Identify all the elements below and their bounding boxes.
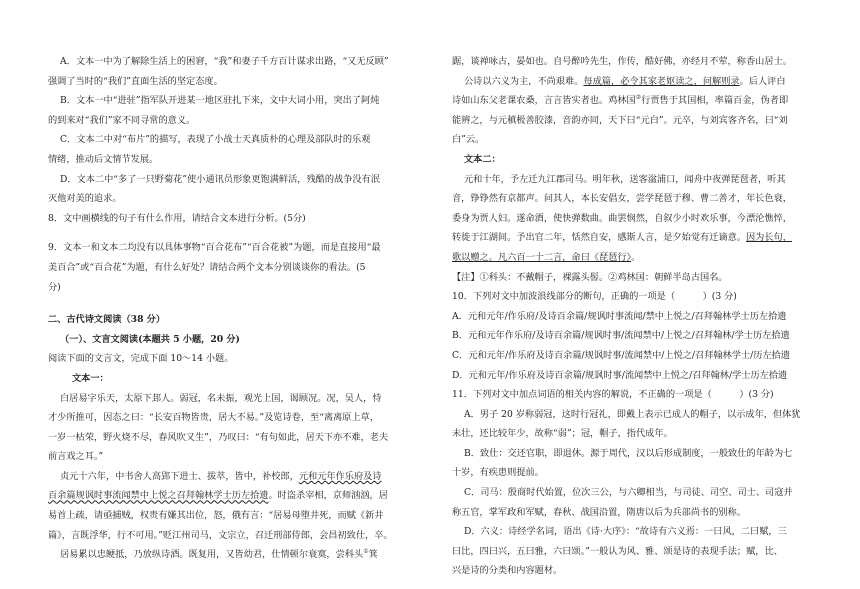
t2-line3: 委身为贾人妇。遂命酒，使快弹数曲。曲罢悯然，自叙少小时欢乐事，今漂沦憔悴， bbox=[452, 212, 792, 224]
p2-line5 bbox=[48, 545, 410, 565]
footnote-marker-1: ① bbox=[363, 548, 369, 556]
r-line1: 踞，谈禅咏古，晏如也。自号醉吟先生，作传，酷好佛，亦经月不荤，称香山居士。 bbox=[452, 56, 792, 67]
question-9-line3: 分) bbox=[48, 281, 61, 293]
q11-option-d-line3: 兴是诗的分类和内容题材。 bbox=[452, 565, 563, 577]
q7-option-b-line1: B．文本一中“进驻”指军队开进某一地区驻扎下来，文中大词小用，突出了阿炖 bbox=[60, 95, 380, 107]
wavy-underlined-passage: 元和元年作乐府及诗 bbox=[298, 470, 382, 482]
r-text-end: 行贾售于其国相，率篇百金，伪者即 bbox=[641, 95, 789, 107]
p2-line2 bbox=[48, 486, 410, 506]
left-column bbox=[48, 52, 410, 565]
t2-line4 bbox=[452, 228, 812, 248]
q10-option-b: B．元和元年作乐府/及诗百余篇/规讽时事/流闻禁中/上悦之/召拜翰林/学士历左拾遗 bbox=[452, 330, 790, 342]
t2-line2: 音，铮铮然有京都声。问其人，本长安倡女，尝学琵琶于穆、曹二善才，年长色衰， bbox=[452, 193, 792, 205]
subsection-heading: （一）、文言文阅读(本题共 5 小题，20 分) bbox=[60, 333, 240, 345]
q11-option-c-line1: C．司马：殷商时代始置，位次三公，与六卿相当，与司徒、司空、司士、司寇并 bbox=[464, 487, 793, 499]
p1-line2: 才少所推可，因态之曰：“长安百物皆贵，居大不易。”及览诗卷，至“离离原上草， bbox=[48, 412, 380, 424]
r-text-end: 。后人评白 bbox=[739, 75, 786, 87]
p2-line3: 易首上疏，请亟捕贼，权贵有嫌其出位，怒，俄有言：“居易母堕井死，而赋《新井 bbox=[48, 510, 384, 522]
r-text: 公诗以六义为主，不尚艰难。 bbox=[464, 75, 584, 87]
question-11: 11．下列对文中加点词语的相关内容的解说，不正确的一项是（ ）(3 分) bbox=[452, 389, 774, 401]
question-9-line2: 美百合”或“百合花”为题，有什么好处？请结合两个文本分别谈谈你的看法。(5 bbox=[48, 261, 366, 273]
right-column bbox=[452, 52, 812, 581]
text2-label: 文本二： bbox=[464, 153, 501, 165]
p2-text: 贞元十六年，中书舍人高郢下进士、拔萃，皆中，补校郎， bbox=[60, 470, 299, 482]
q7-option-d-line2: 灭他对美的追求。 bbox=[48, 193, 122, 205]
p2-text-end: 箕 bbox=[368, 549, 378, 561]
r-line3 bbox=[452, 91, 812, 111]
r-text: 诗如山东父老课农桑，言言皆实者也。鸡林国 bbox=[452, 95, 636, 107]
q11-option-b-line2: 十岁，有疾患则提前。 bbox=[452, 467, 544, 479]
text1-label: 文本一： bbox=[72, 372, 109, 384]
q7-option-a-line1: A．文本一中为了解除生活上的困窘，“我”和妻子千方百计谋求出路，“又无反顾” bbox=[60, 56, 389, 67]
q10-option-c: C．元和元年/作乐府及诗百余篇/规讽时事/流闻禁中/上悦之/召拜翰林学士/历左拾遗 bbox=[452, 349, 790, 361]
t2-text-end: 。 bbox=[631, 251, 641, 263]
t2-line1: 元和十年，予左迁九江郡司马。明年秋，送客湓浦口，闻舟中夜弹琵琶者，听其 bbox=[464, 173, 786, 185]
question-8: 8．文中画横线的句子有什么作用，请结合文本进行分析。(5分) bbox=[48, 212, 306, 224]
q7-option-a-line2: 强调了当时的“我们”直面生活的坚定态度。 bbox=[48, 75, 223, 87]
r-line4: 能辨之，与元稹极善胶漆，音韵亦同，天下曰“元白”。元卒，与刘宾客齐名，曰“刘 bbox=[452, 114, 788, 126]
section-heading: 二、古代诗文阅读（38 分） bbox=[48, 314, 166, 326]
q11-option-d-line1: D．六义：诗经学名词，语出《诗·大序》：“故诗有六义焉：一曰风，二曰赋，三 bbox=[464, 526, 787, 538]
t2-text: 转徙于江湖间。予出官二年，恬然自安，感斯人言，是夕始觉有迁谪意。 bbox=[452, 232, 746, 244]
q7-option-c-line2: 情绪，推动后文情节发展。 bbox=[48, 153, 159, 165]
q11-option-a-line1: A．男子 20 岁称弱冠，这时行冠礼，即戴上表示已成人的帽子，以示成年，但体犹 bbox=[464, 408, 801, 420]
q11-option-c-line2: 称五官，掌军政和军赋，春秋、战国沿置，隋唐以后为兵部尚书的别称。 bbox=[452, 506, 746, 518]
p1-line3: 一岁一枯荣，野火烧不尽，春风吹又生”，乃叹曰：“有句如此，居天下亦不难，老夫 bbox=[48, 431, 389, 443]
p1-line1: 白居易字乐天，太原下邽人。弱冠，名未振，观光上国，谒顾况。况，吴人，恃 bbox=[60, 392, 382, 404]
r-line2 bbox=[452, 72, 812, 92]
underlined-sentence-2-cont: 歌以赠之。凡六百一十二言，命曰《琵琶行》 bbox=[452, 251, 632, 263]
footnote-marker-2: ② bbox=[635, 94, 642, 102]
p2-line1 bbox=[48, 467, 410, 487]
underlined-sentence-2: 因为长句， bbox=[746, 232, 792, 244]
footnote: 【注】①科头：不戴帽子，裸露头髻。②鸡林国：朝鲜半岛古国名。 bbox=[452, 271, 728, 283]
t2-line5 bbox=[452, 248, 812, 268]
r-line5: 白”云。 bbox=[452, 134, 485, 146]
q7-option-d-line1: D．文本二中“多了一只野菊花”使小通讯员形象更饱满鲜活，残酷的战争没有泯 bbox=[60, 173, 380, 185]
p2-text: 居易累以忠鲠抵，乃放纵诗酒。既复用，又皆幼君，仕情顿尔衰寞，尝科头 bbox=[60, 549, 364, 561]
underlined-sentence: 每成篇，必令其家老妪读之，问解则录 bbox=[583, 75, 740, 87]
question-9-line1: 9．文本一和文本二均没有以具体事物“百合花布”“百合花被”为题，而是直接用“最 bbox=[48, 242, 381, 254]
p1-line4: 前言戏之耳。” bbox=[48, 451, 104, 463]
q10-option-d: D．元和元年/作乐府及诗百余篇/规讽时事/流闻禁中上悦之/召拜翰林/学士历左拾遗 bbox=[452, 369, 788, 381]
q11-option-a-line2: 未壮，还比较年少，故称“弱”；冠，帽子，指代成年。 bbox=[452, 428, 673, 440]
q10-option-a: A．元和元年/作乐府/及诗百余篇/规讽时事流闻/禁中上悦之/召拜翰林学士历左拾遗 bbox=[452, 310, 787, 322]
p2-text: 。时盗杀宰相，京师汹汹，居 bbox=[268, 490, 388, 502]
q11-option-b-line1: B．致仕：交还官职，即退休。源于周代，汉以后形成制度，一般致仕的年龄为七 bbox=[464, 447, 793, 459]
reading-instruction: 阅读下面的文言文，完成下面 10～14 小题。 bbox=[48, 353, 234, 365]
q7-option-c-line1: C．文本二中对“布片”的描写，表现了小战士天真质朴的心理及部队时的乐观 bbox=[60, 134, 371, 146]
q11-option-d-line2: 曰比，四曰兴，五曰雅，六曰颂。”一般认为风、雅、颂是诗的表现手法；赋，比、 bbox=[452, 545, 783, 557]
q7-option-b-line2: 的到来对“我们”家不同寻常的意义。 bbox=[48, 114, 196, 126]
wavy-underlined-passage-cont: 百余篇规讽时事流闻禁中上悦之召拜翰林学士历左拾遗 bbox=[48, 490, 269, 502]
p2-line4: 篇》，言既浮华，行不可用。”贬江州司马，文宗立，召迁刑部侍郎，会昌初致仕，卒。 bbox=[48, 529, 393, 541]
question-10: 10．下列对文中加波浪线部分的断句，正确的一项是（ ）(3 分) bbox=[452, 291, 737, 303]
